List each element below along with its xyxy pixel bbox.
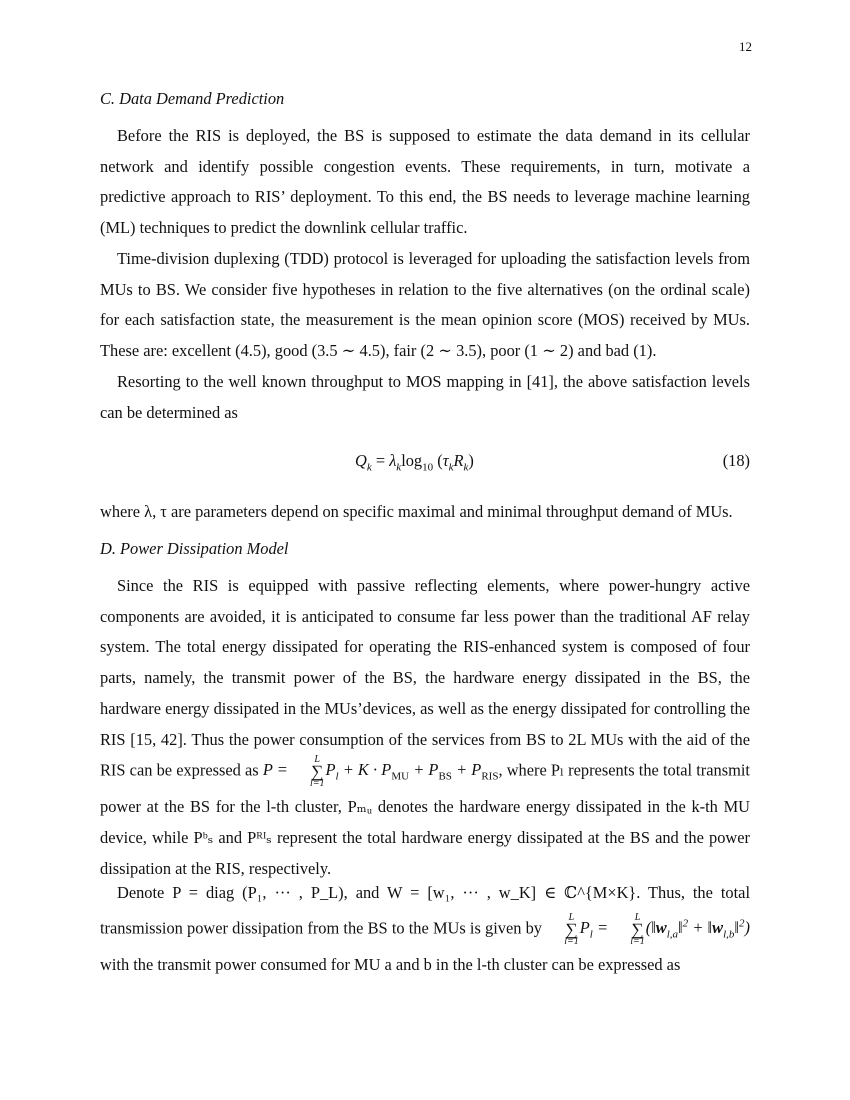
transmission-power-sum: L ∑ l=1 $P_l$ = L ∑ l=1 ($‖w_{l,a}‖^2$ + $‖w_{l,b}‖^2$) — [564, 911, 750, 947]
paragraph-c3: Resorting to the well known throughput to MOS mapping in [41], the above satisfaction levels can be determined as — [100, 372, 750, 422]
paragraph-c2: Time-division duplexing (TDD) protocol is leveraged for uploading the satisfaction levels from MUs to BS. We consider five hypotheses in relation to the five alternatives (on the ordinal scale) for each satisfaction state, the measurement is the mean opinion score (MOS) received by MUs. These are: excellent (4.5), good (3.5 ∼ 4.5), fair (2 ∼ 3.5), poor (1 ∼ 2) and bad (1). — [100, 249, 750, 361]
inline-power-equation: P = L ∑ l=1 $P_l + K \cdot P_{MU} + P_{BS} + P_{RIS}$ — [262, 754, 499, 790]
paragraph-d2 — [100, 878, 750, 981]
paragraph-d1 — [100, 571, 750, 885]
paragraph-d1-text: Since the RIS is equipped with passive reflecting elements, where power-hungry active components are avoided, it is anticipated to consume far less power than the traditional AF relay system. The total energy dissipated for operating the RIS-enhanced system is composed of four parts, namely, the transmit power of the BS, the hardware energy dissipated in the BS, the hardware energy dissipated in the MUs’devices, as well as the energy dissipated for controlling the RIS [15, 42]. Thus the power consumption of the services from BS to 2L MUs with the aid of the RIS can be expressed as — [100, 576, 750, 780]
page-number: 12 — [739, 39, 752, 54]
paragraph-d2-continuation: with the transmit power consumed for MU a and b in the l-th cluster can be expressed as — [100, 955, 681, 975]
section-heading-d: D. Power Dissipation Model — [100, 539, 289, 558]
paragraph-after-equation: where λ, τ are parameters depend on specific maximal and minimal throughput demand of MUs. — [100, 502, 733, 521]
paragraph-d2-text: Denote P = diag (P₁, ··· , P_L), and W = [w₁, ··· , w_K] ∈ ℂ^{M×K}. Thus, the total transmission power dissipation from the BS to the MUs is given by — [100, 883, 750, 938]
equation-18 — [100, 451, 750, 481]
paragraph-c1: Before the RIS is deployed, the BS is supposed to estimate the data demand in its cellular network and identify possible congestion events. These requirements, in turn, motivate a predictive approach to RIS’ deployment. To this end, the BS needs to leverage machine learning (ML) techniques to predict the downlink cellular traffic. — [100, 126, 750, 238]
section-heading-c: C. Data Demand Prediction — [100, 89, 285, 108]
paragraph-d1-continuation: , where Pₗ represents the total transmit power at the BS for the l-th cluster, Pₘᵤ denotes the hardware energy dissipated in the k-th MU device, while Pᵇₛ and Pᴿᴵₛ represent the total hardware energy dissipated at the BS and the power dissipation at the RIS, respectively. — [100, 760, 750, 878]
equation-body: $Q_k = \lambda_k\log_{10}$ $(\tau_kR_k)$ — [355, 451, 474, 474]
equation-number: (18) — [722, 451, 750, 470]
